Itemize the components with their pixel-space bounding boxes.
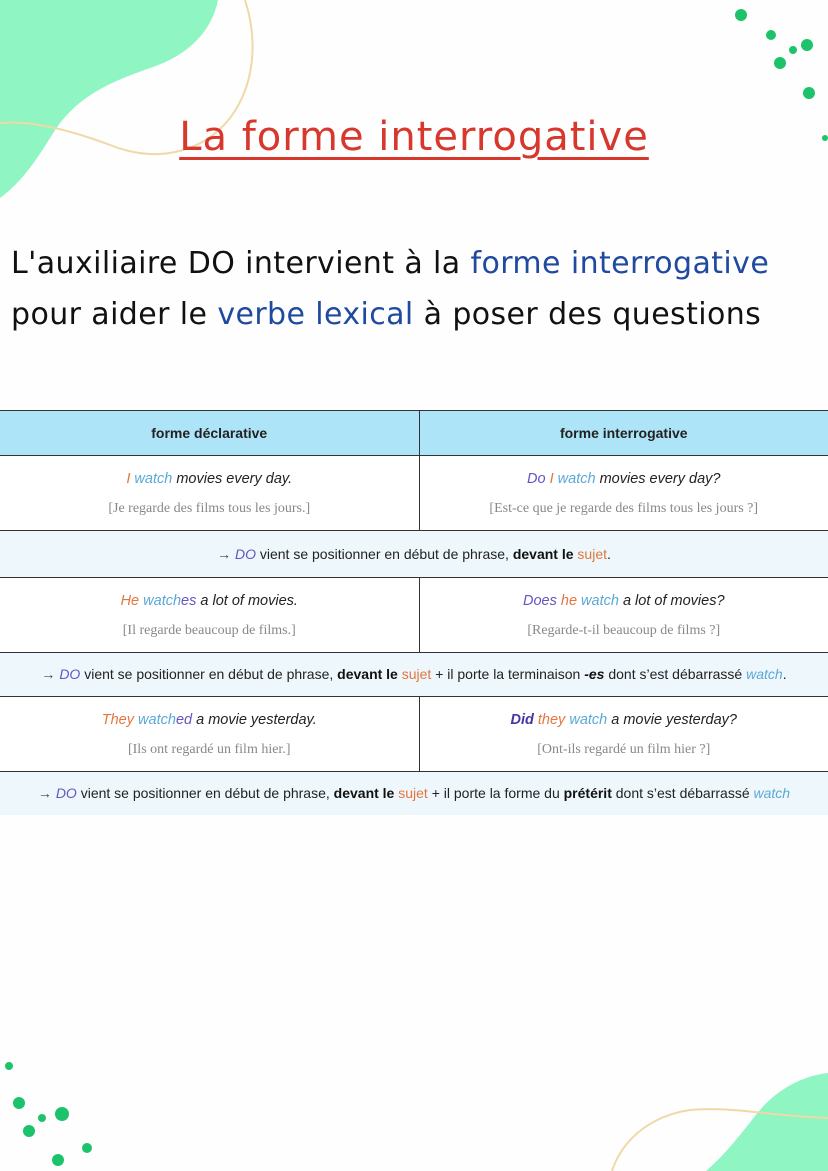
explanation-note: → DO vient se positionner en début de phrase, devant le sujet. bbox=[0, 531, 828, 578]
grammar-table bbox=[0, 410, 828, 815]
header-declarative: forme déclarative bbox=[0, 411, 419, 456]
french-translation: [Il regarde beaucoup de films.] bbox=[122, 622, 296, 638]
english-question: Do I watch movies every day? bbox=[527, 470, 721, 487]
french-translation: [Est-ce que je regarde des films tous les jours ?] bbox=[489, 500, 759, 516]
page-title: La forme interrogative bbox=[179, 114, 649, 160]
header-interrogative: forme interrogative bbox=[419, 411, 828, 456]
cell-interrogative bbox=[419, 578, 828, 653]
french-translation: [Ont-ils regardé un film hier ?] bbox=[537, 741, 711, 757]
table-header-row bbox=[0, 411, 828, 456]
cell-declarative bbox=[0, 697, 419, 772]
highlight-verbe-lexical: verbe lexical bbox=[217, 297, 414, 332]
note-row bbox=[0, 772, 828, 816]
explanation-note: → DO vient se positionner en début de phrase, devant le sujet + il porte la forme du prétérit dont s’est débarrassé watch bbox=[0, 772, 828, 816]
french-translation: [Regarde-t-il beaucoup de films ?] bbox=[527, 622, 721, 638]
french-translation: [Ils ont regardé un film hier.] bbox=[127, 741, 291, 757]
note-row bbox=[0, 653, 828, 697]
table-row bbox=[0, 456, 828, 531]
english-sentence: They watched a movie yesterday. bbox=[101, 711, 317, 728]
french-translation: [Je regarde des films tous les jours.] bbox=[108, 500, 311, 516]
english-question: Does he watch a lot of movies? bbox=[522, 592, 725, 609]
explanation-note: → DO vient se positionner en début de phrase, devant le sujet + il porte la terminaison -es dont s’est débarrassé watch. bbox=[0, 653, 828, 697]
top-left-green-blob bbox=[0, 0, 218, 198]
bottom-left-dots bbox=[5, 1062, 92, 1166]
note-row bbox=[0, 531, 828, 578]
table-row bbox=[0, 697, 828, 772]
table-row bbox=[0, 578, 828, 653]
arrow-icon: → bbox=[217, 545, 232, 562]
intro-line-1: L'auxiliaire DO intervient à la forme interrogative bbox=[11, 246, 770, 281]
cell-declarative bbox=[0, 456, 419, 531]
english-sentence: He watches a lot of movies. bbox=[120, 592, 298, 609]
intro-text bbox=[11, 238, 826, 340]
english-sentence: I watch movies every day. bbox=[126, 470, 293, 487]
intro-line-2: pour aider le verbe lexical à poser des questions bbox=[11, 297, 762, 332]
cell-interrogative bbox=[419, 697, 828, 772]
arrow-icon: → bbox=[37, 785, 52, 801]
bottom-right-green-blob bbox=[706, 1073, 828, 1171]
cell-interrogative bbox=[419, 456, 828, 531]
arrow-icon: → bbox=[41, 666, 56, 682]
highlight-forme-interrogative: forme interrogative bbox=[470, 246, 770, 281]
cell-declarative bbox=[0, 578, 419, 653]
english-question: Did they watch a movie yesterday? bbox=[510, 711, 737, 728]
